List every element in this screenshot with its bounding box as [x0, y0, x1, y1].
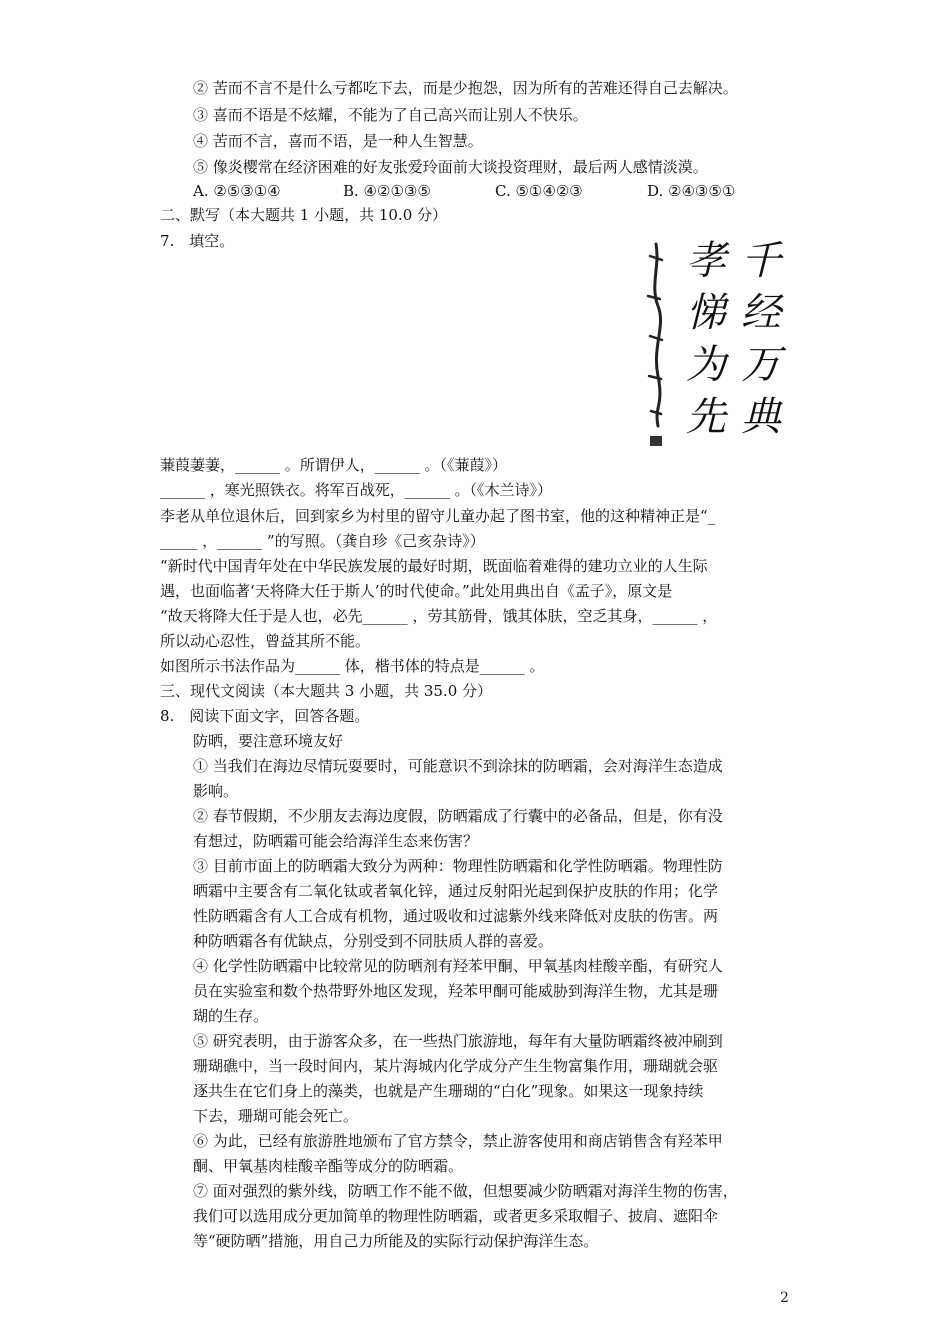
option-c: C. ⑤①④②③: [495, 182, 583, 200]
calligraphy-char: 悌: [686, 290, 726, 336]
calligraphy-char: 为: [686, 342, 726, 388]
fill-line: 遇，也面临著‘天将降大任于斯人’的时代使命。”此处用典出自《孟子》，原文是: [160, 582, 673, 600]
article-line: ⑥ 为此，已经有旅游胜地颁布了官方禁令，禁止游客使用和商店销售含有羟苯甲: [193, 1132, 723, 1150]
fill-line: ______ ，寒光照铁衣。将军百战死，______ 。（《木兰诗》）: [160, 481, 553, 499]
article-line: ① 当我们在海边尽情玩耍要时，可能意识不到涂抹的防晒霜，会对海洋生态造成: [193, 757, 723, 775]
article-line: 下去，珊瑚可能会死亡。: [193, 1107, 359, 1125]
list-item: ③ 喜而不语是不炫耀，不能为了自己高兴而让别人不快乐。: [193, 106, 588, 124]
article-line: 酮、甲氧基肉桂酸辛酯等成分的防晒霜。: [193, 1157, 464, 1175]
article-title: 防晒，要注意环境友好: [193, 732, 344, 750]
page-number: 2: [780, 1290, 789, 1306]
article-line: 员在实验室和数个热带野外地区发现，羟苯甲酮可能威胁到海洋生物，尤其是珊: [193, 982, 719, 1000]
option-a: A. ②⑤③①④: [193, 182, 281, 200]
article-line: ② 春节假期，不少朋友去海边度假，防晒霜成了行囊中的必备品，但是，你有没: [193, 807, 723, 825]
question-number: 8. 阅读下面文字，回答各题。: [160, 707, 370, 725]
list-item: ② 苦而不言不是什么亏都吃下去，而是少抱怨，因为所有的苦难还得自己去解决。: [193, 79, 738, 97]
answer-options: [193, 181, 735, 201]
calligraphy-char: 先: [686, 394, 726, 440]
option-d: D. ②④③⑤①: [647, 182, 736, 200]
fill-line: 所以动心忍性，曾益其所不能。: [160, 632, 371, 650]
section-heading: 二、默写（本大题共 1 小题，共 10.0 分）: [160, 206, 448, 224]
article-line: ⑤ 研究表明，由于游客众多，在一些热门旅游地，每年有大量防晒霜终被冲刷到: [193, 1032, 723, 1050]
calligraphy-char: 孝: [686, 238, 726, 284]
section-heading: 三、现代文阅读（本大题共 3 小题，共 35.0 分）: [160, 682, 493, 700]
calligraphy-char: 典: [741, 394, 781, 440]
article-line: 种防晒霜各有优缺点，分别受到不同肤质人群的喜爱。: [193, 932, 554, 950]
fill-line: “故天将降大任于是人也，必先______ ，劳其筋骨，饿其体肤，空乏其身，______ ，: [160, 607, 718, 625]
article-line: 逐共生在它们身上的藻类，也就是产生珊瑚的“白化”现象。如果这一现象持续: [193, 1082, 704, 1100]
list-item: ⑤ 像炎樱常在经济困难的好友张爱玲面前大谈投资理财，最后两人感情淡漠。: [193, 158, 708, 176]
fill-line: 李老从单位退休后，回到家乡为村里的留守儿童办起了图书室，他的这种精神正是“_: [160, 507, 716, 525]
question-number: 7. 填空。: [160, 232, 235, 250]
fill-line: 如图所示书法作品为______ 体，楷书体的特点是______ 。: [160, 657, 545, 675]
article-line: 我们可以选用成分更加简单的物理性防晒霜，或者更多采取帽子、披肩、遮阳伞: [193, 1207, 719, 1225]
article-line: ③ 目前市面上的防晒霜大致分为两种：物理性防晒霜和化学性防晒霜。物理性防: [193, 857, 723, 875]
fill-line: 蒹葭萋萋，______ 。所谓伊人，______ 。（《蒹葭》）: [160, 456, 508, 474]
article-line: 影响。: [193, 782, 239, 800]
article-line: 晒霜中主要含有二氧化钛或者氧化锌，通过反射阳光起到保护皮肤的作用；化学: [193, 882, 719, 900]
calligraphy-char: 千: [741, 238, 781, 284]
fill-line: “新时代中国青年处在中华民族发展的最好时期，既面临着难得的建功立业的人生际: [160, 557, 708, 575]
article-line: ④ 化学性防晒霜中比较常见的防晒剂有羟苯甲酮、甲氧基肉桂酸辛酯，有研究人: [193, 957, 723, 975]
article-line: ⑦ 面对强烈的紫外线，防晒工作不能不做，但想要减少防晒霜对海洋生物的伤害，: [193, 1182, 738, 1200]
calligraphy-char: 万: [741, 342, 781, 388]
article-line: 珊瑚礁中，当一段时间内，某片海城内化学成分产生生物富集作用，珊瑚就会驱: [193, 1057, 719, 1075]
article-line: 瑚的生存。: [193, 1007, 269, 1025]
calligraphy-char: 经: [741, 290, 781, 336]
article-line: 性防晒霜含有人工合成有机物，通过吸收和过滤紫外线来降低对皮肤的伤害。两: [193, 907, 719, 925]
list-item: ④ 苦而不言，喜而不语，是一种人生智慧。: [193, 132, 483, 150]
article-line: 有想过，防晒霜可能会给海洋生态来伤害？: [193, 832, 479, 850]
option-b: B. ④②①③⑤: [343, 182, 431, 200]
calligraphy-image: [636, 226, 788, 452]
article-line: 等“硬防晒”措施，用自己力所能及的实际行动保护海洋生态。: [193, 1232, 599, 1250]
fill-line: _____ ，______ ”的写照。（龚自珍《己亥杂诗》）: [160, 532, 485, 550]
